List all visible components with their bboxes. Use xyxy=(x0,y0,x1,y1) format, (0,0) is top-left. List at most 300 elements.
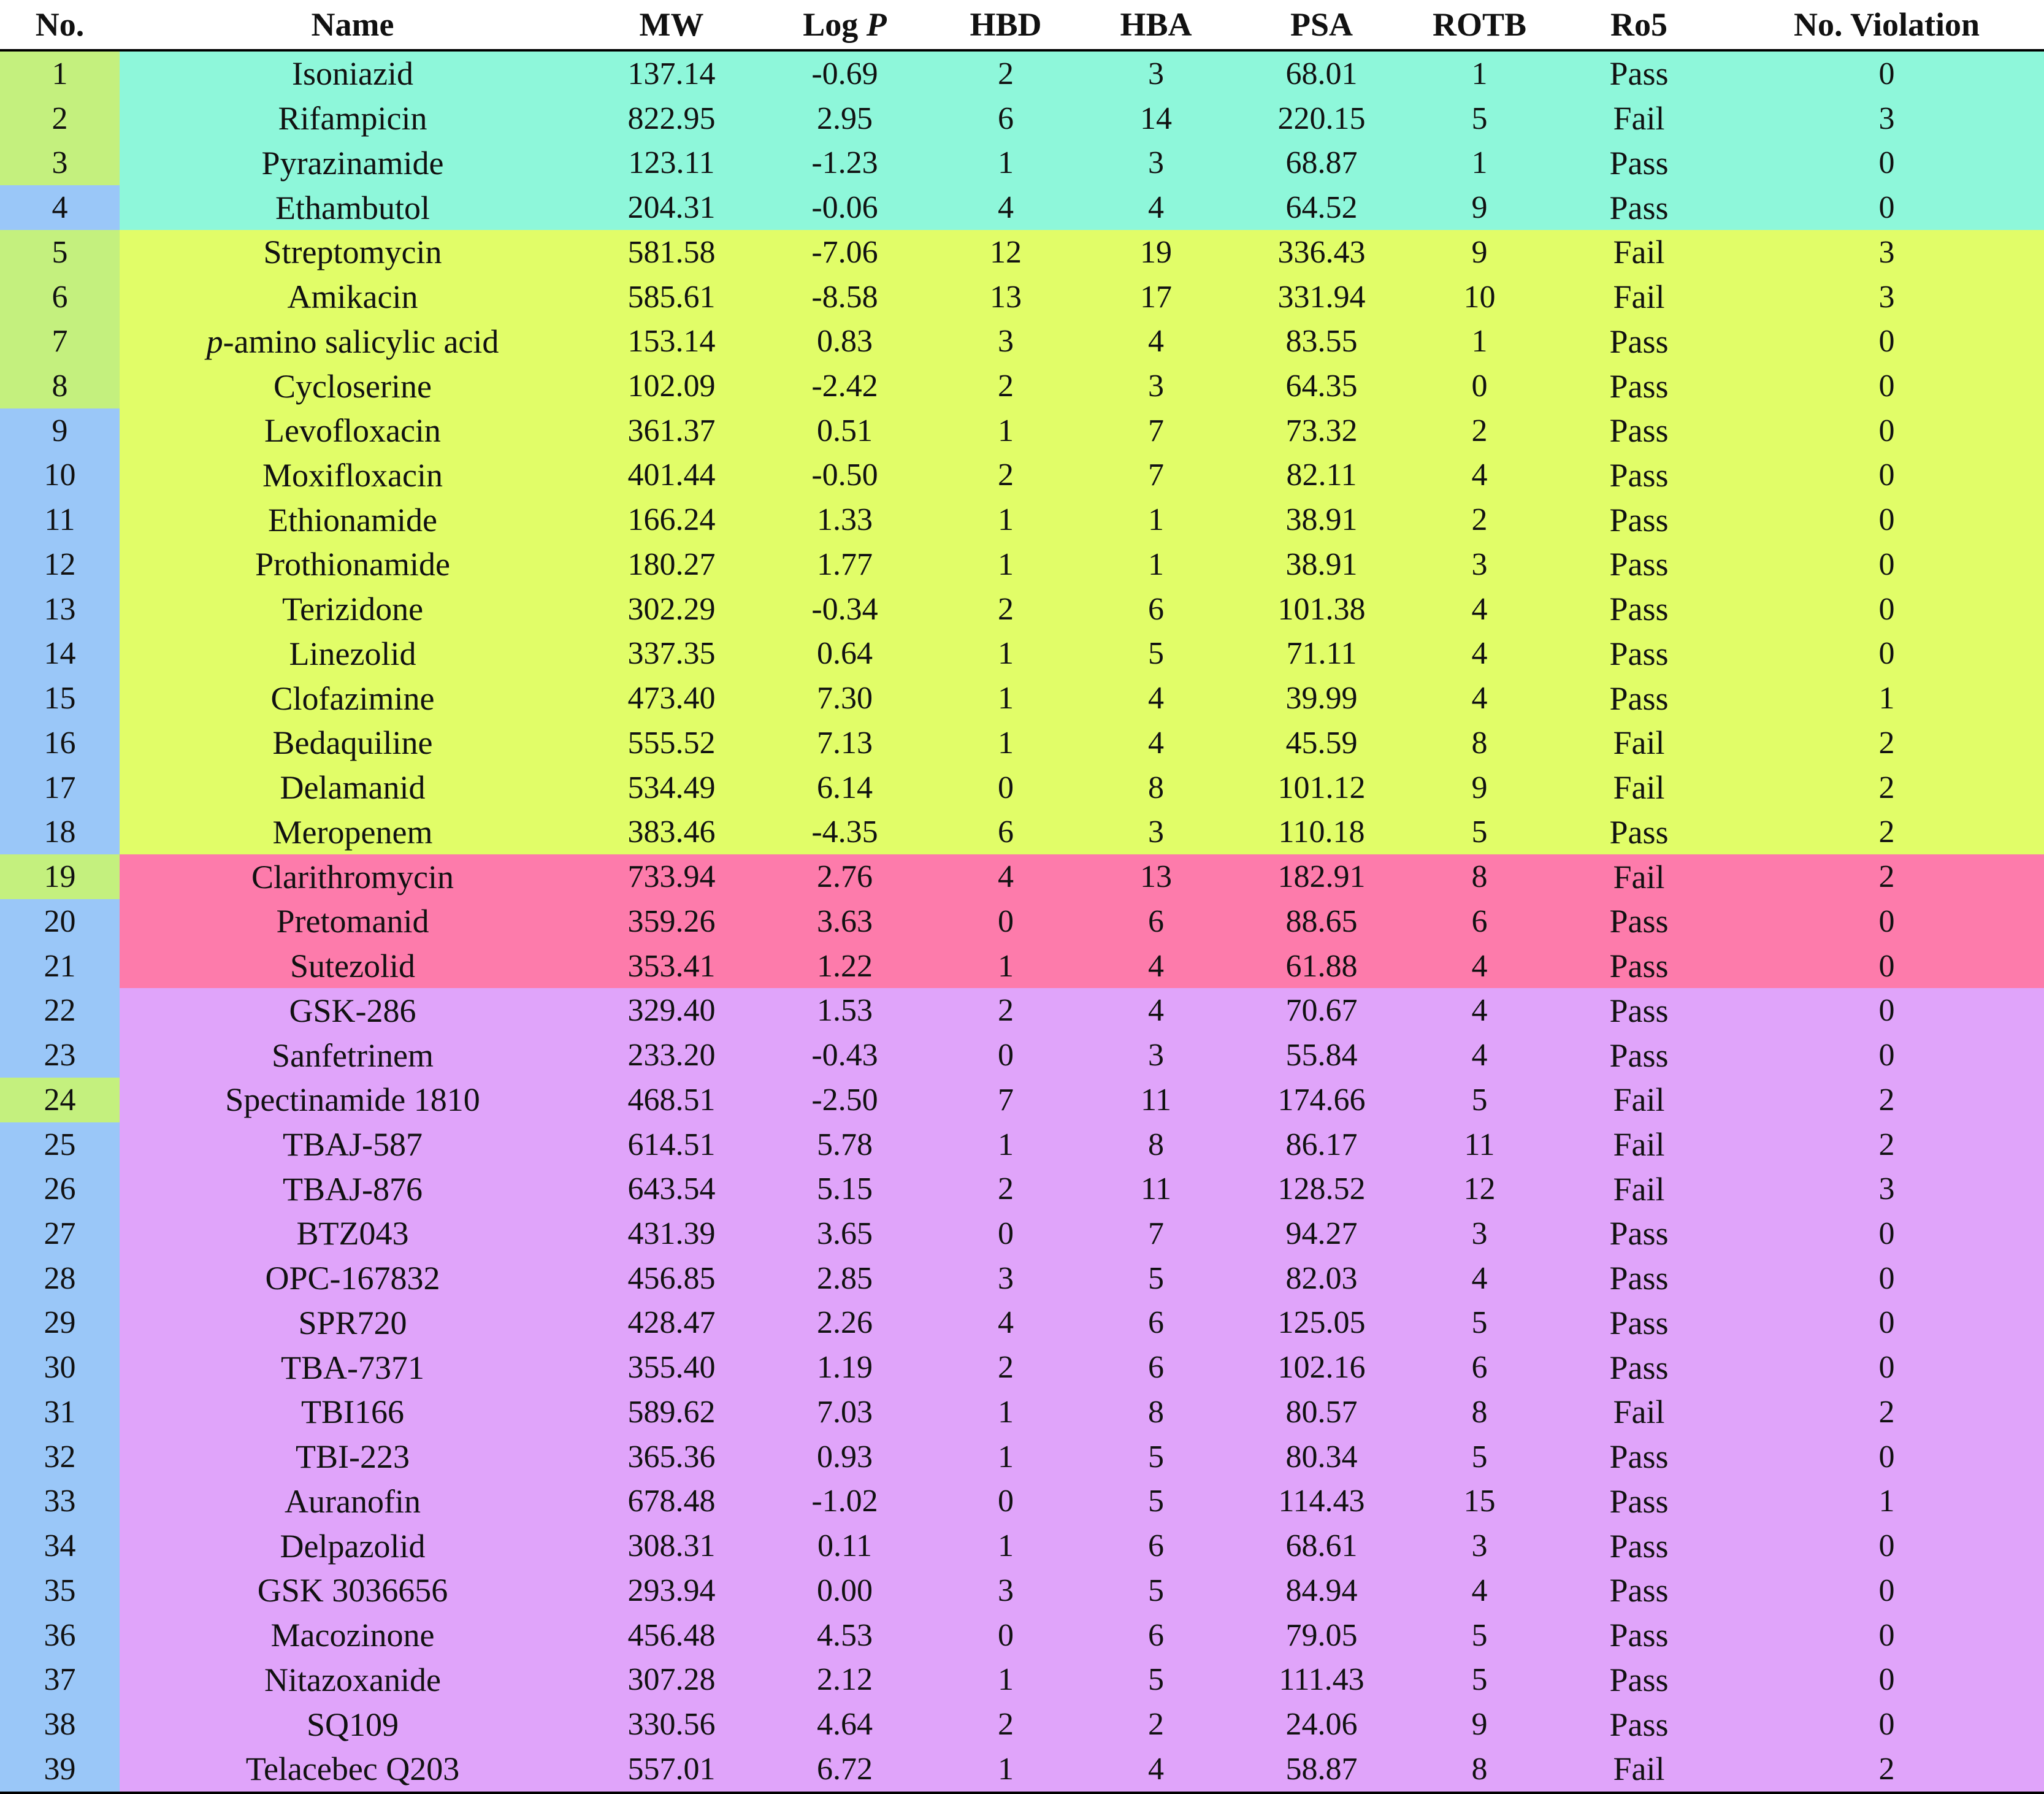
cell-name: Bedaquiline xyxy=(120,721,586,765)
cell-no: 4 xyxy=(0,185,120,230)
cell-psa: 220.15 xyxy=(1233,96,1411,141)
cell-mw: 355.40 xyxy=(586,1345,757,1390)
cell-name: Prothionamide xyxy=(120,542,586,587)
cell-hbd: 1 xyxy=(932,1747,1079,1793)
cell-logp: -0.06 xyxy=(757,185,932,230)
cell-name: Streptomycin xyxy=(120,230,586,275)
cell-logp: 1.33 xyxy=(757,497,932,542)
cell-rotb: 8 xyxy=(1411,721,1548,765)
cell-name: GSK 3036656 xyxy=(120,1568,586,1613)
cell-logp: 3.65 xyxy=(757,1211,932,1256)
cell-hbd: 4 xyxy=(932,185,1079,230)
cell-logp: 1.22 xyxy=(757,944,932,989)
table-row xyxy=(0,899,2044,944)
cell-violation: 0 xyxy=(1729,1657,2044,1702)
cell-hba: 1 xyxy=(1079,497,1233,542)
cell-violation: 0 xyxy=(1729,632,2044,677)
cell-ro5: Pass xyxy=(1548,1033,1729,1078)
cell-name: Auranofin xyxy=(120,1479,586,1524)
cell-hba: 7 xyxy=(1079,1211,1233,1256)
cell-hbd: 0 xyxy=(932,1211,1079,1256)
cell-mw: 822.95 xyxy=(586,96,757,141)
cell-logp: 0.11 xyxy=(757,1524,932,1568)
cell-no: 18 xyxy=(0,810,120,855)
header-psa: PSA xyxy=(1233,0,1411,50)
cell-hbd: 0 xyxy=(932,1033,1079,1078)
cell-logp: 7.13 xyxy=(757,721,932,765)
table-row xyxy=(0,50,2044,96)
cell-hba: 6 xyxy=(1079,1345,1233,1390)
cell-logp: 4.64 xyxy=(757,1702,932,1747)
table-row xyxy=(0,497,2044,542)
cell-name: Delpazolid xyxy=(120,1524,586,1568)
cell-mw: 329.40 xyxy=(586,988,757,1033)
cell-hba: 5 xyxy=(1079,632,1233,677)
cell-no: 9 xyxy=(0,408,120,453)
cell-logp: 6.72 xyxy=(757,1747,932,1793)
cell-hba: 17 xyxy=(1079,275,1233,320)
cell-mw: 733.94 xyxy=(586,854,757,899)
cell-no: 39 xyxy=(0,1747,120,1793)
cell-logp: -0.43 xyxy=(757,1033,932,1078)
cell-violation: 0 xyxy=(1729,1301,2044,1346)
cell-hba: 4 xyxy=(1079,676,1233,721)
cell-hbd: 2 xyxy=(932,587,1079,632)
cell-no: 12 xyxy=(0,542,120,587)
cell-name: Levofloxacin xyxy=(120,408,586,453)
cell-hba: 5 xyxy=(1079,1657,1233,1702)
header-violation: No. Violation xyxy=(1729,0,2044,50)
cell-no: 19 xyxy=(0,854,120,899)
cell-logp: -7.06 xyxy=(757,230,932,275)
cell-mw: 307.28 xyxy=(586,1657,757,1702)
cell-hba: 4 xyxy=(1079,1747,1233,1793)
cell-hba: 4 xyxy=(1079,721,1233,765)
cell-psa: 38.91 xyxy=(1233,497,1411,542)
cell-mw: 153.14 xyxy=(586,319,757,364)
cell-ro5: Pass xyxy=(1548,1301,1729,1346)
cell-psa: 86.17 xyxy=(1233,1122,1411,1167)
cell-mw: 585.61 xyxy=(586,275,757,320)
cell-no: 30 xyxy=(0,1345,120,1390)
cell-name: Moxifloxacin xyxy=(120,453,586,498)
cell-no: 29 xyxy=(0,1301,120,1346)
cell-mw: 353.41 xyxy=(586,944,757,989)
cell-mw: 293.94 xyxy=(586,1568,757,1613)
table-row xyxy=(0,1613,2044,1658)
cell-ro5: Pass xyxy=(1548,542,1729,587)
table-row xyxy=(0,587,2044,632)
cell-logp: 2.85 xyxy=(757,1256,932,1301)
cell-hba: 8 xyxy=(1079,1390,1233,1435)
cell-logp: 0.64 xyxy=(757,632,932,677)
cell-psa: 38.91 xyxy=(1233,542,1411,587)
cell-hba: 14 xyxy=(1079,96,1233,141)
cell-ro5: Fail xyxy=(1548,854,1729,899)
table-row xyxy=(0,1524,2044,1568)
cell-violation: 0 xyxy=(1729,140,2044,185)
cell-name: SPR720 xyxy=(120,1301,586,1346)
cell-name: TBA-7371 xyxy=(120,1345,586,1390)
cell-hba: 4 xyxy=(1079,319,1233,364)
cell-mw: 308.31 xyxy=(586,1524,757,1568)
cell-name: Nitazoxanide xyxy=(120,1657,586,1702)
table-row xyxy=(0,1479,2044,1524)
cell-hba: 5 xyxy=(1079,1256,1233,1301)
cell-mw: 383.46 xyxy=(586,810,757,855)
cell-psa: 174.66 xyxy=(1233,1078,1411,1122)
cell-psa: 101.38 xyxy=(1233,587,1411,632)
cell-rotb: 6 xyxy=(1411,1345,1548,1390)
cell-no: 36 xyxy=(0,1613,120,1658)
cell-psa: 114.43 xyxy=(1233,1479,1411,1524)
table-row xyxy=(0,1078,2044,1122)
cell-hba: 4 xyxy=(1079,988,1233,1033)
cell-ro5: Pass xyxy=(1548,1479,1729,1524)
cell-hba: 6 xyxy=(1079,1613,1233,1658)
cell-ro5: Pass xyxy=(1548,185,1729,230)
cell-psa: 82.03 xyxy=(1233,1256,1411,1301)
cell-ro5: Fail xyxy=(1548,765,1729,810)
cell-violation: 0 xyxy=(1729,542,2044,587)
cell-no: 28 xyxy=(0,1256,120,1301)
cell-ro5: Pass xyxy=(1548,1657,1729,1702)
cell-violation: 0 xyxy=(1729,1345,2044,1390)
cell-name: Meropenem xyxy=(120,810,586,855)
header-ro5: Ro5 xyxy=(1548,0,1729,50)
cell-hbd: 2 xyxy=(932,1167,1079,1211)
cell-hba: 7 xyxy=(1079,453,1233,498)
cell-violation: 1 xyxy=(1729,1479,2044,1524)
cell-no: 16 xyxy=(0,721,120,765)
cell-psa: 182.91 xyxy=(1233,854,1411,899)
cell-psa: 24.06 xyxy=(1233,1702,1411,1747)
cell-logp: 0.93 xyxy=(757,1435,932,1479)
cell-violation: 0 xyxy=(1729,497,2044,542)
cell-no: 37 xyxy=(0,1657,120,1702)
cell-logp: 0.83 xyxy=(757,319,932,364)
cell-ro5: Pass xyxy=(1548,1435,1729,1479)
cell-hba: 5 xyxy=(1079,1568,1233,1613)
cell-violation: 3 xyxy=(1729,275,2044,320)
cell-hbd: 2 xyxy=(932,988,1079,1033)
cell-hbd: 1 xyxy=(932,140,1079,185)
cell-rotb: 4 xyxy=(1411,676,1548,721)
cell-mw: 473.40 xyxy=(586,676,757,721)
cell-mw: 431.39 xyxy=(586,1211,757,1256)
cell-no: 11 xyxy=(0,497,120,542)
cell-name: Telacebec Q203 xyxy=(120,1747,586,1793)
cell-ro5: Fail xyxy=(1548,721,1729,765)
cell-violation: 0 xyxy=(1729,1702,2044,1747)
table-body xyxy=(0,50,2044,1793)
cell-psa: 79.05 xyxy=(1233,1613,1411,1658)
cell-hbd: 1 xyxy=(932,944,1079,989)
cell-rotb: 11 xyxy=(1411,1122,1548,1167)
cell-name: Spectinamide 1810 xyxy=(120,1078,586,1122)
cell-no: 3 xyxy=(0,140,120,185)
cell-no: 34 xyxy=(0,1524,120,1568)
cell-rotb: 5 xyxy=(1411,1435,1548,1479)
cell-rotb: 5 xyxy=(1411,96,1548,141)
cell-logp: -1.23 xyxy=(757,140,932,185)
cell-logp: -2.50 xyxy=(757,1078,932,1122)
cell-psa: 64.35 xyxy=(1233,364,1411,408)
cell-name: Macozinone xyxy=(120,1613,586,1658)
cell-name: TBAJ-876 xyxy=(120,1167,586,1211)
cell-hbd: 1 xyxy=(932,1657,1079,1702)
cell-rotb: 5 xyxy=(1411,1301,1548,1346)
cell-hba: 6 xyxy=(1079,899,1233,944)
cell-mw: 180.27 xyxy=(586,542,757,587)
cell-hbd: 0 xyxy=(932,1613,1079,1658)
cell-name: Isoniazid xyxy=(120,50,586,96)
cell-ro5: Pass xyxy=(1548,1524,1729,1568)
cell-violation: 0 xyxy=(1729,1033,2044,1078)
cell-psa: 111.43 xyxy=(1233,1657,1411,1702)
table-row xyxy=(0,1345,2044,1390)
cell-rotb: 4 xyxy=(1411,1568,1548,1613)
cell-name: Amikacin xyxy=(120,275,586,320)
cell-violation: 0 xyxy=(1729,453,2044,498)
cell-hba: 7 xyxy=(1079,408,1233,453)
cell-ro5: Fail xyxy=(1548,1122,1729,1167)
cell-ro5: Fail xyxy=(1548,96,1729,141)
cell-rotb: 6 xyxy=(1411,899,1548,944)
cell-violation: 2 xyxy=(1729,1122,2044,1167)
cell-rotb: 1 xyxy=(1411,140,1548,185)
table-row xyxy=(0,1435,2044,1479)
cell-violation: 1 xyxy=(1729,676,2044,721)
cell-name: Delamanid xyxy=(120,765,586,810)
cell-no: 27 xyxy=(0,1211,120,1256)
cell-mw: 166.24 xyxy=(586,497,757,542)
cell-logp: 5.78 xyxy=(757,1122,932,1167)
cell-name: GSK-286 xyxy=(120,988,586,1033)
cell-logp: 1.77 xyxy=(757,542,932,587)
cell-mw: 401.44 xyxy=(586,453,757,498)
cell-logp: -0.34 xyxy=(757,587,932,632)
cell-no: 33 xyxy=(0,1479,120,1524)
table-row xyxy=(0,408,2044,453)
cell-name: p-amino salicylic acid xyxy=(120,319,586,364)
cell-hbd: 1 xyxy=(932,542,1079,587)
cell-name: Terizidone xyxy=(120,587,586,632)
cell-psa: 55.84 xyxy=(1233,1033,1411,1078)
cell-ro5: Fail xyxy=(1548,1078,1729,1122)
cell-logp: 5.15 xyxy=(757,1167,932,1211)
cell-hba: 8 xyxy=(1079,1122,1233,1167)
cell-hbd: 1 xyxy=(932,408,1079,453)
cell-ro5: Pass xyxy=(1548,988,1729,1033)
table-row xyxy=(0,96,2044,141)
cell-no: 25 xyxy=(0,1122,120,1167)
cell-no: 17 xyxy=(0,765,120,810)
cell-psa: 73.32 xyxy=(1233,408,1411,453)
table-row xyxy=(0,1301,2044,1346)
cell-hbd: 6 xyxy=(932,810,1079,855)
cell-ro5: Pass xyxy=(1548,1211,1729,1256)
cell-psa: 64.52 xyxy=(1233,185,1411,230)
cell-rotb: 4 xyxy=(1411,988,1548,1033)
cell-ro5: Pass xyxy=(1548,140,1729,185)
cell-logp: 7.30 xyxy=(757,676,932,721)
cell-ro5: Pass xyxy=(1548,1613,1729,1658)
cell-violation: 0 xyxy=(1729,587,2044,632)
cell-hbd: 4 xyxy=(932,1301,1079,1346)
cell-mw: 337.35 xyxy=(586,632,757,677)
cell-hbd: 3 xyxy=(932,319,1079,364)
cell-mw: 102.09 xyxy=(586,364,757,408)
cell-no: 14 xyxy=(0,632,120,677)
cell-hba: 5 xyxy=(1079,1479,1233,1524)
cell-psa: 125.05 xyxy=(1233,1301,1411,1346)
cell-hba: 8 xyxy=(1079,765,1233,810)
cell-violation: 0 xyxy=(1729,1568,2044,1613)
cell-name: Sutezolid xyxy=(120,944,586,989)
cell-mw: 589.62 xyxy=(586,1390,757,1435)
cell-hba: 19 xyxy=(1079,230,1233,275)
cell-rotb: 5 xyxy=(1411,810,1548,855)
cell-no: 2 xyxy=(0,96,120,141)
cell-hba: 6 xyxy=(1079,1524,1233,1568)
cell-rotb: 9 xyxy=(1411,230,1548,275)
cell-psa: 80.34 xyxy=(1233,1435,1411,1479)
cell-mw: 643.54 xyxy=(586,1167,757,1211)
cell-ro5: Pass xyxy=(1548,319,1729,364)
cell-violation: 2 xyxy=(1729,1078,2044,1122)
cell-rotb: 8 xyxy=(1411,1390,1548,1435)
cell-logp: 4.53 xyxy=(757,1613,932,1658)
cell-no: 7 xyxy=(0,319,120,364)
cell-name: Linezolid xyxy=(120,632,586,677)
cell-hbd: 1 xyxy=(932,676,1079,721)
cell-mw: 678.48 xyxy=(586,1479,757,1524)
table-row xyxy=(0,140,2044,185)
cell-hba: 13 xyxy=(1079,854,1233,899)
cell-rotb: 5 xyxy=(1411,1078,1548,1122)
cell-no: 32 xyxy=(0,1435,120,1479)
cell-hba: 4 xyxy=(1079,944,1233,989)
cell-rotb: 9 xyxy=(1411,185,1548,230)
cell-ro5: Fail xyxy=(1548,1167,1729,1211)
cell-mw: 123.11 xyxy=(586,140,757,185)
header-name: Name xyxy=(120,0,586,50)
cell-rotb: 0 xyxy=(1411,364,1548,408)
table-row xyxy=(0,185,2044,230)
cell-hba: 5 xyxy=(1079,1435,1233,1479)
table-row xyxy=(0,319,2044,364)
table-row xyxy=(0,810,2044,855)
cell-ro5: Pass xyxy=(1548,408,1729,453)
cell-logp: 2.12 xyxy=(757,1657,932,1702)
cell-mw: 365.36 xyxy=(586,1435,757,1479)
table-row xyxy=(0,854,2044,899)
cell-name: Clofazimine xyxy=(120,676,586,721)
table-row xyxy=(0,1568,2044,1613)
cell-rotb: 2 xyxy=(1411,497,1548,542)
cell-hba: 6 xyxy=(1079,1301,1233,1346)
cell-mw: 137.14 xyxy=(586,50,757,96)
cell-hbd: 1 xyxy=(932,1390,1079,1435)
cell-violation: 0 xyxy=(1729,364,2044,408)
cell-logp: -2.42 xyxy=(757,364,932,408)
header-hbd: HBD xyxy=(932,0,1079,50)
cell-no: 21 xyxy=(0,944,120,989)
table-row xyxy=(0,275,2044,320)
cell-no: 31 xyxy=(0,1390,120,1435)
cell-violation: 2 xyxy=(1729,721,2044,765)
table-row xyxy=(0,1033,2044,1078)
cell-ro5: Pass xyxy=(1548,1702,1729,1747)
cell-psa: 101.12 xyxy=(1233,765,1411,810)
table-row xyxy=(0,364,2044,408)
cell-hba: 11 xyxy=(1079,1167,1233,1211)
cell-ro5: Pass xyxy=(1548,50,1729,96)
cell-mw: 581.58 xyxy=(586,230,757,275)
cell-hbd: 2 xyxy=(932,1345,1079,1390)
cell-hba: 3 xyxy=(1079,1033,1233,1078)
cell-hba: 6 xyxy=(1079,587,1233,632)
cell-rotb: 4 xyxy=(1411,587,1548,632)
cell-violation: 0 xyxy=(1729,185,2044,230)
cell-rotb: 4 xyxy=(1411,944,1548,989)
table-row xyxy=(0,1256,2044,1301)
cell-name: Clarithromycin xyxy=(120,854,586,899)
cell-psa: 88.65 xyxy=(1233,899,1411,944)
cell-hbd: 7 xyxy=(932,1078,1079,1122)
cell-hbd: 1 xyxy=(932,1435,1079,1479)
cell-ro5: Pass xyxy=(1548,632,1729,677)
cell-psa: 94.27 xyxy=(1233,1211,1411,1256)
cell-hbd: 1 xyxy=(932,497,1079,542)
cell-rotb: 3 xyxy=(1411,1524,1548,1568)
cell-name: TBAJ-587 xyxy=(120,1122,586,1167)
cell-logp: 1.19 xyxy=(757,1345,932,1390)
cell-name: Pretomanid xyxy=(120,899,586,944)
cell-rotb: 8 xyxy=(1411,854,1548,899)
cell-logp: 0.51 xyxy=(757,408,932,453)
cell-ro5: Fail xyxy=(1548,1390,1729,1435)
cell-hbd: 13 xyxy=(932,275,1079,320)
cell-violation: 2 xyxy=(1729,1390,2044,1435)
cell-hba: 1 xyxy=(1079,542,1233,587)
cell-violation: 0 xyxy=(1729,1211,2044,1256)
cell-name: Cycloserine xyxy=(120,364,586,408)
cell-logp: -0.69 xyxy=(757,50,932,96)
cell-violation: 0 xyxy=(1729,319,2044,364)
cell-name: OPC-167832 xyxy=(120,1256,586,1301)
cell-name: TBI166 xyxy=(120,1390,586,1435)
cell-violation: 0 xyxy=(1729,1256,2044,1301)
cell-logp: 1.53 xyxy=(757,988,932,1033)
cell-rotb: 5 xyxy=(1411,1613,1548,1658)
cell-rotb: 15 xyxy=(1411,1479,1548,1524)
cell-psa: 331.94 xyxy=(1233,275,1411,320)
cell-ro5: Pass xyxy=(1548,587,1729,632)
cell-name: Rifampicin xyxy=(120,96,586,141)
header-row xyxy=(0,0,2044,50)
header-no: No. xyxy=(0,0,120,50)
cell-psa: 83.55 xyxy=(1233,319,1411,364)
cell-name: Ethambutol xyxy=(120,185,586,230)
cell-hbd: 1 xyxy=(932,632,1079,677)
table-row xyxy=(0,453,2044,498)
cell-logp: 0.00 xyxy=(757,1568,932,1613)
cell-logp: 3.63 xyxy=(757,899,932,944)
cell-violation: 0 xyxy=(1729,899,2044,944)
cell-no: 22 xyxy=(0,988,120,1033)
